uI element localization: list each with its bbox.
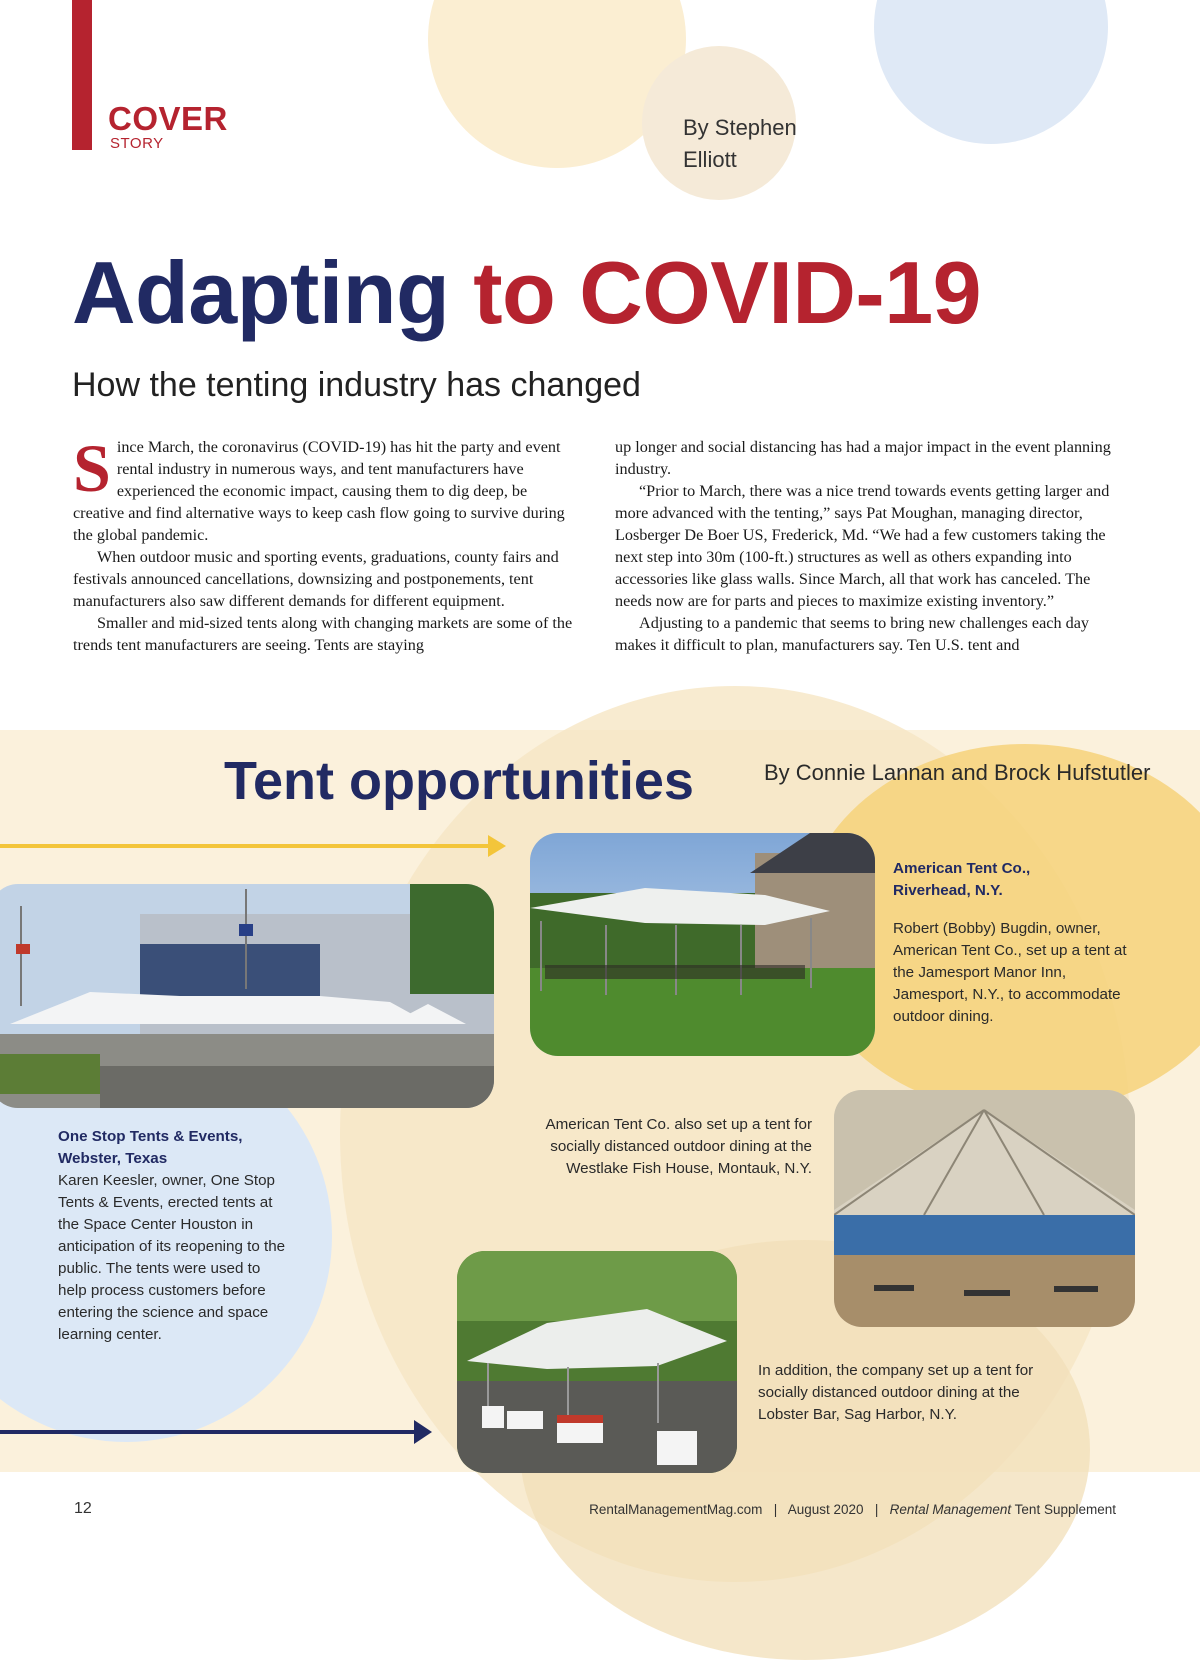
headline bbox=[72, 242, 981, 344]
sidebar-byline: By Connie Lannan and Brock Hufstutler bbox=[764, 760, 1151, 785]
article-column-1 bbox=[73, 430, 575, 656]
paragraph: When outdoor music and sporting events, graduations, county fairs and festivals announced cancellations, downsizing and postponements, tent manufacturers also saw different demands for different equipment. bbox=[73, 548, 559, 610]
paragraph: Smaller and mid-sized tents along with changing markets are some of the trends tent manufacturers are seeing. Tents are staying bbox=[73, 614, 573, 654]
article-byline bbox=[683, 112, 803, 176]
headline-part-2: to COVID-19 bbox=[473, 243, 982, 342]
section-label-story: STORY bbox=[110, 135, 164, 152]
caption-heading-line-1: American Tent Co., bbox=[893, 860, 1031, 877]
byline-line-2: Elliott bbox=[683, 147, 737, 172]
yellow-arrow bbox=[0, 830, 510, 862]
caption-heading-line-2: Webster, Texas bbox=[58, 1150, 168, 1167]
dropcap: S bbox=[73, 430, 111, 506]
caption-heading-line-1: One Stop Tents & Events, bbox=[58, 1128, 243, 1145]
sidebar-title: Tent opportunities bbox=[224, 751, 694, 811]
deco-circle-blue bbox=[874, 0, 1108, 144]
footer-site: RentalManagementMag.com bbox=[589, 1502, 763, 1517]
footer-credit bbox=[589, 1502, 1116, 1517]
footer-separator: | bbox=[773, 1502, 778, 1517]
headline-part-1: Adapting bbox=[72, 243, 450, 342]
caption-body: Robert (Bobby) Bugdin, owner, American Tent Co., set up a tent at the Jamesport Manor Inn, Jamesport, N.Y., to accommodate outdoor dining. bbox=[893, 920, 1127, 1025]
photo-westlake-tent bbox=[834, 1090, 1135, 1327]
byline-line-1: By Stephen bbox=[683, 115, 797, 140]
caption-american-tent bbox=[893, 858, 1133, 1028]
paragraph-text: ince March, the coronavirus (COVID-19) has hit the party and event rental industry in numerous ways, and tent manufacturers have experienced the economic impact, causing them to dig deep, be creative and find alternative ways to keep cash flow going to survive during the global pandemic. bbox=[73, 438, 565, 544]
paragraph: “Prior to March, there was a nice trend towards events getting larger and more advanced with the tenting,” says Pat Moughan, managing director, Losberger De Boer US, Frederick, Md. “We had a few customers taking the next step into 30m (100-ft.) structures as well as others expanding into accessories like glass walls. Since March, all that work has canceled. The needs now are for parts and pieces to maximize existing inventory.” bbox=[615, 482, 1110, 610]
footer-publication-italic: Rental Management bbox=[889, 1502, 1012, 1517]
photo-space-center-tents bbox=[0, 884, 494, 1108]
footer-separator: | bbox=[874, 1502, 879, 1517]
paragraph: up longer and social distancing has had a major impact in the event planning industry. bbox=[615, 438, 1111, 478]
article-column-2 bbox=[615, 436, 1117, 656]
caption-heading-line-2: Riverhead, N.Y. bbox=[893, 882, 1003, 899]
caption-westlake: American Tent Co. also set up a tent for socially distanced outdoor dining at the Westlake Fish House, Montauk, N.Y. bbox=[545, 1116, 812, 1177]
page-number: 12 bbox=[74, 1500, 92, 1517]
paragraph bbox=[73, 430, 575, 546]
footer-publication-rest: Tent Supplement bbox=[1011, 1502, 1116, 1517]
deck: How the tenting industry has changed bbox=[72, 366, 641, 404]
caption-one-stop bbox=[58, 1126, 286, 1346]
photo-lobster-bar-tent bbox=[457, 1251, 737, 1473]
footer-publication bbox=[890, 1502, 1116, 1517]
section-label-cover: COVER bbox=[108, 100, 228, 137]
photo-jamesport-tent bbox=[530, 833, 875, 1056]
cover-bar bbox=[72, 0, 92, 150]
caption-body: Karen Keesler, owner, One Stop Tents & Events, erected tents at the Space Center Houston in anticipation of its reopening to the public. The tents were used to help process customers before entering the science and space learning center. bbox=[58, 1172, 286, 1343]
navy-arrow bbox=[0, 1416, 436, 1448]
caption-lobster-bar: In addition, the company set up a tent for socially distanced outdoor dining at the Lobster Bar, Sag Harbor, N.Y. bbox=[758, 1362, 1034, 1423]
paragraph: Adjusting to a pandemic that seems to bring new challenges each day makes it difficult to plan, manufacturers say. Ten U.S. tent and bbox=[615, 614, 1089, 654]
footer-date: August 2020 bbox=[787, 1502, 864, 1517]
